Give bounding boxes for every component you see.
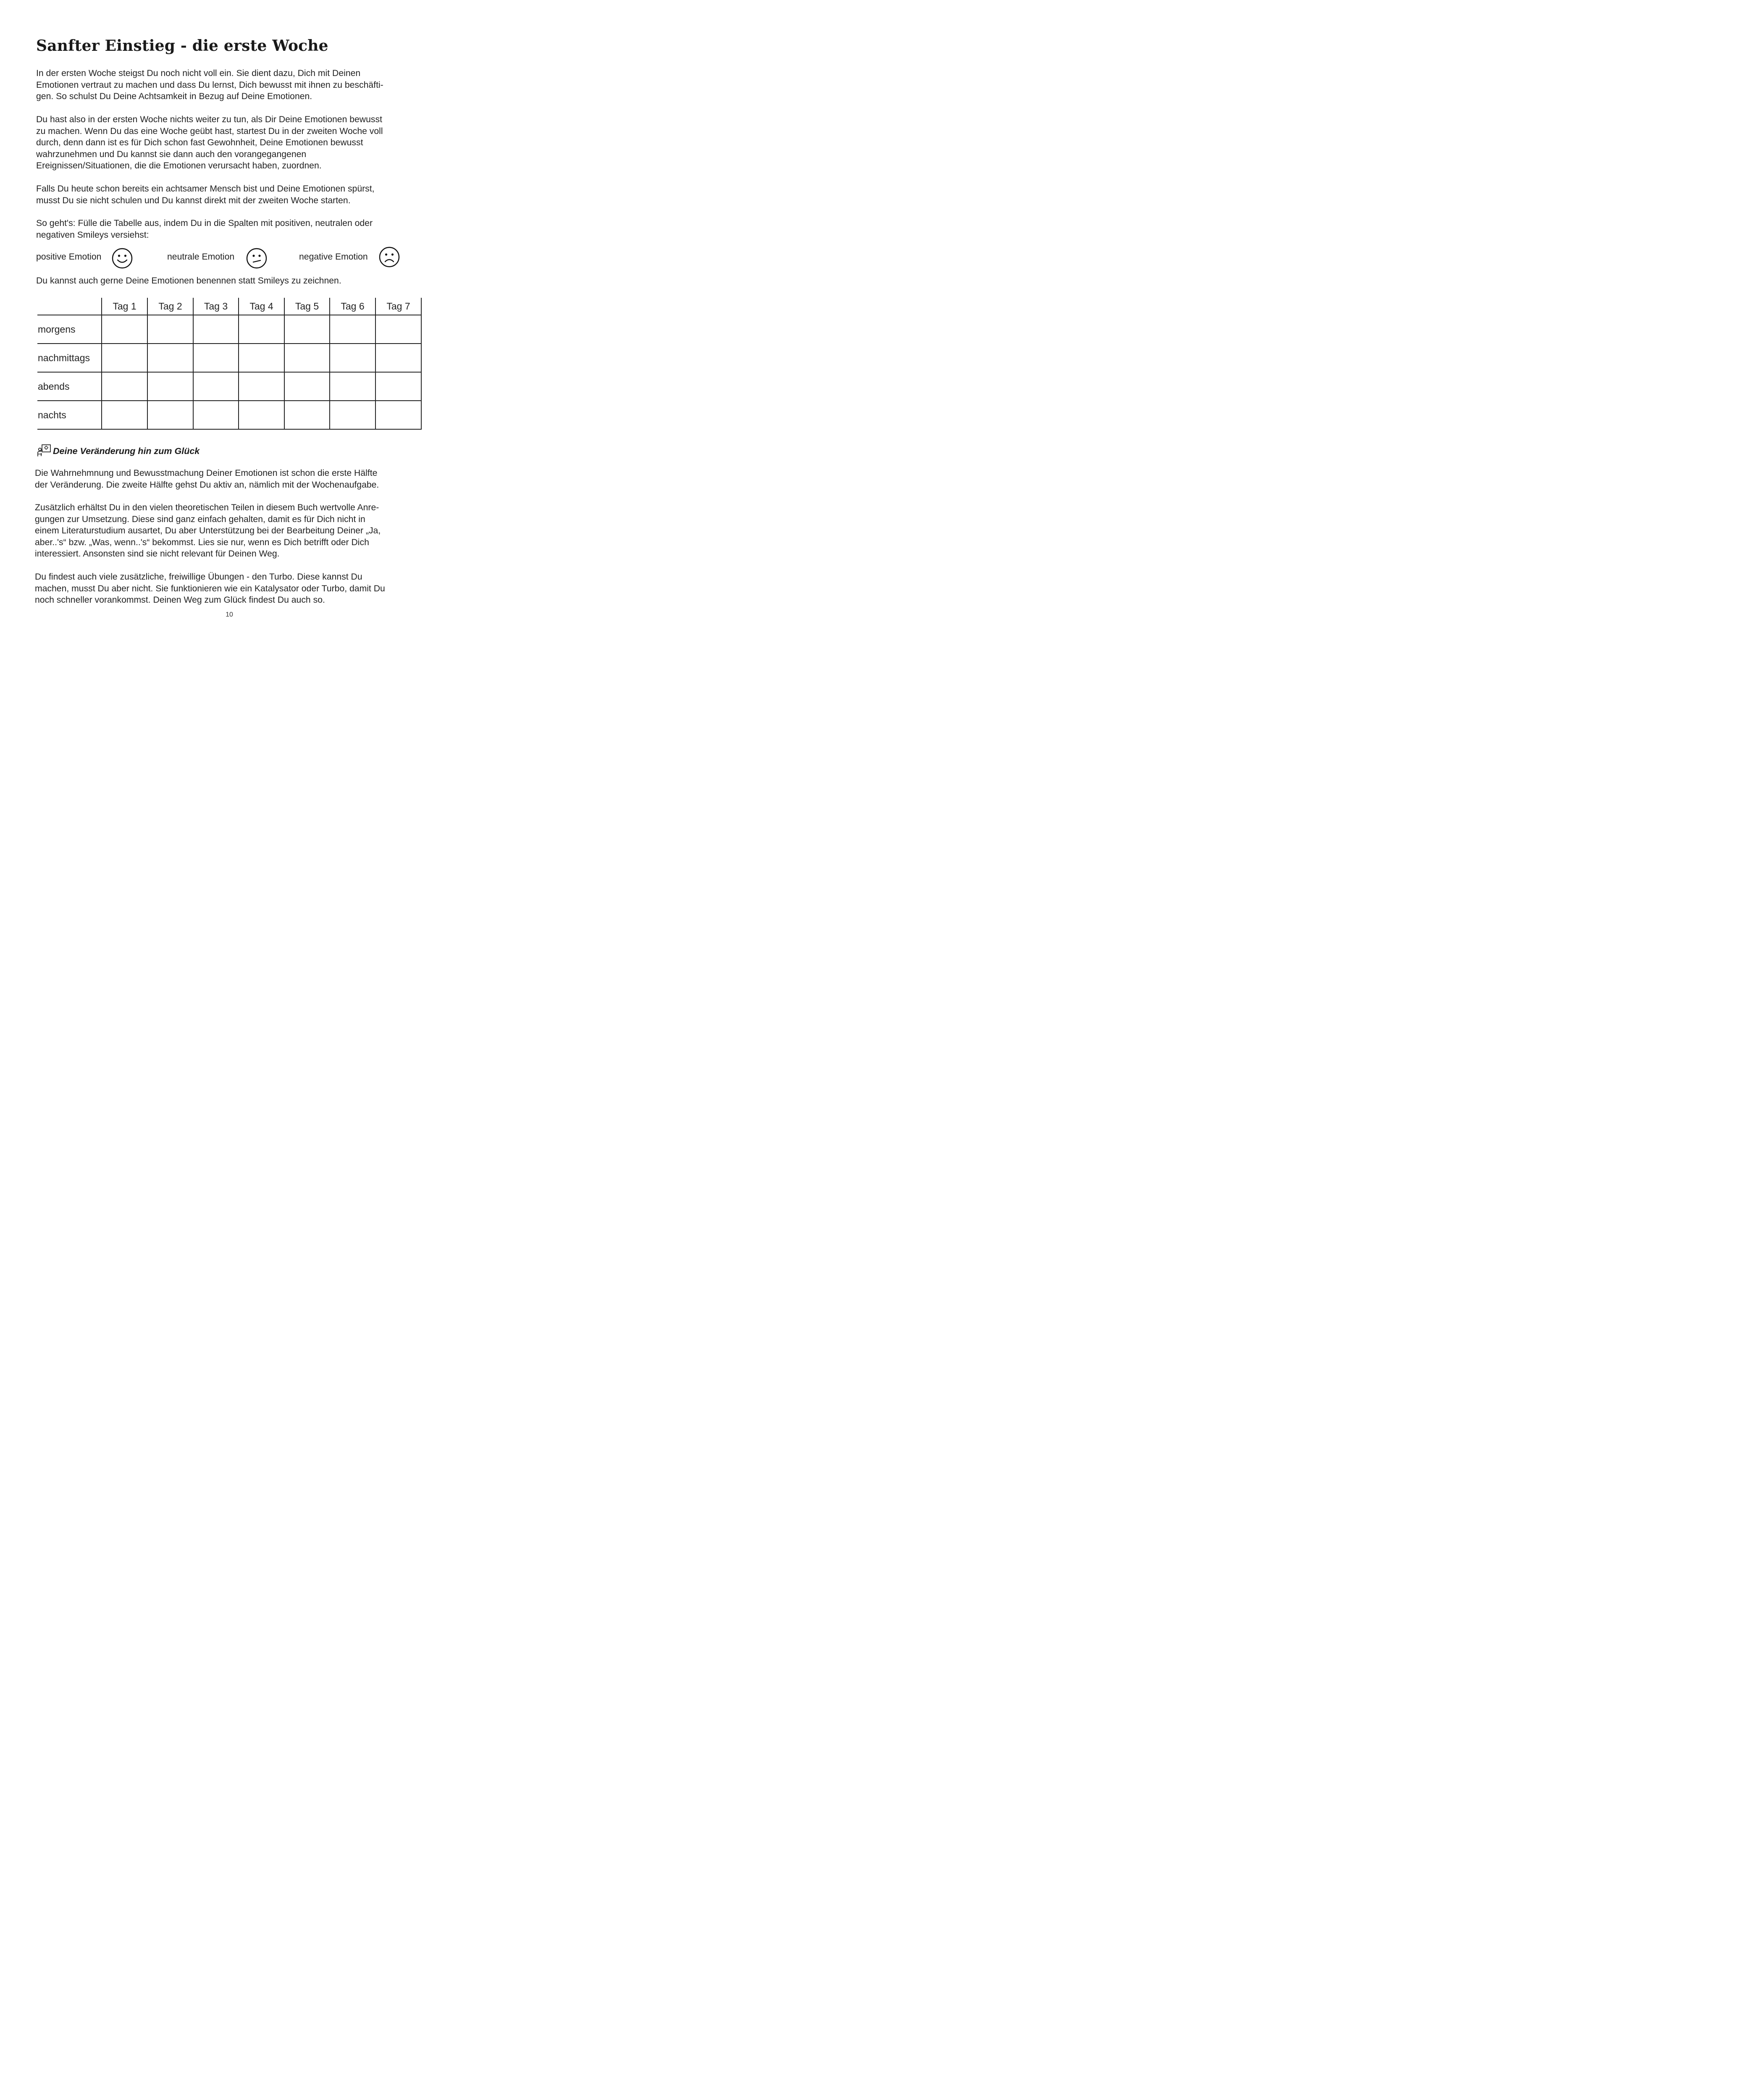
text-line: gungen zur Umsetzung. Diese sind ganz einfach gehalten, damit es für Dich nicht in bbox=[35, 514, 365, 524]
column-header: Tag 4 bbox=[239, 298, 284, 315]
table-row bbox=[37, 401, 421, 429]
table-cell[interactable] bbox=[102, 372, 147, 401]
text-line: noch schneller vorankommst. Deinen Weg zum Glück findest Du auch so. bbox=[35, 595, 325, 605]
text-line: Zusätzlich erhältst Du in den vielen theoretischen Teilen in diesem Buch wertvolle Anre- bbox=[35, 503, 379, 512]
table-cell[interactable] bbox=[239, 401, 284, 429]
sad-face-icon bbox=[379, 247, 400, 268]
section-heading-text: Deine Veränderung hin zum Glück bbox=[53, 446, 200, 456]
text-line: Du findest auch viele zusätzliche, freiwillige Übungen - den Turbo. Diese kannst Du bbox=[35, 572, 362, 582]
page-number: 10 bbox=[226, 611, 233, 618]
table-cell[interactable] bbox=[330, 372, 375, 401]
column-header: Tag 5 bbox=[284, 298, 330, 315]
text-line: interessiert. Ansonsten sind sie nicht relevant für Deinen Weg. bbox=[35, 549, 280, 559]
text-line: wahrzunehmen und Du kannst sie dann auch den vorangegangenen bbox=[36, 149, 307, 159]
text-line: Die Wahrnehmnung und Bewusstmachung Deiner Emotionen ist schon die erste Hälfte bbox=[35, 468, 378, 478]
table-cell[interactable] bbox=[193, 401, 239, 429]
text-line: Du kannst auch gerne Deine Emotionen benennen statt Smileys zu zeichnen. bbox=[36, 276, 341, 286]
text-line: Emotionen vertraut zu machen und dass Du lernst, Dich bewusst mit ihnen zu beschäfti- bbox=[36, 80, 383, 90]
table-cell[interactable] bbox=[102, 401, 147, 429]
table-cell[interactable] bbox=[330, 401, 375, 429]
instructions-paragraph bbox=[36, 218, 373, 241]
text-line: In der ersten Woche steigst Du noch nicht voll ein. Sie dient dazu, Dich mit Deinen bbox=[36, 68, 361, 78]
change-section-heading bbox=[37, 444, 200, 459]
page-title: Sanfter Einstieg - die erste Woche bbox=[36, 37, 328, 55]
text-line: negativen Smileys versiehst: bbox=[36, 230, 149, 240]
table-cell[interactable] bbox=[375, 315, 421, 344]
text-line: machen, musst Du aber nicht. Sie funktionieren wie ein Katalysator oder Turbo, damit Du bbox=[35, 583, 385, 593]
text-line: gen. So schulst Du Deine Achtsamkeit in Bezug auf Deine Emotionen. bbox=[36, 92, 312, 101]
column-header: Tag 3 bbox=[193, 298, 239, 315]
table-cell[interactable] bbox=[102, 344, 147, 372]
table-row bbox=[37, 344, 421, 372]
text-line: einem Literaturstudium ausartet, Du aber Unterstützung bei der Bearbeitung Deiner „Ja, bbox=[35, 526, 381, 536]
table-cell[interactable] bbox=[239, 344, 284, 372]
text-line: Du hast also in der ersten Woche nichts weiter zu tun, als Dir Deine Emotionen bewusst bbox=[36, 115, 382, 124]
column-header: Tag 2 bbox=[147, 298, 193, 315]
happy-face-icon bbox=[112, 248, 133, 269]
table-cell[interactable] bbox=[375, 344, 421, 372]
negative-emotion-label: negative Emotion bbox=[299, 252, 368, 262]
table-cell[interactable] bbox=[284, 344, 330, 372]
table-cell[interactable] bbox=[375, 401, 421, 429]
text-line: Ereignissen/Situationen, die die Emotionen verursacht haben, zuordnen. bbox=[36, 161, 322, 171]
table-cell[interactable] bbox=[284, 372, 330, 401]
text-line: zu machen. Wenn Du das eine Woche geübt hast, startest Du in der zweiten Woche voll bbox=[36, 126, 383, 136]
change-paragraph-1 bbox=[35, 467, 379, 491]
table-cell[interactable] bbox=[330, 344, 375, 372]
text-line: durch, denn dann ist es für Dich schon fast Gewohnheit, Deine Emotionen bewusst bbox=[36, 138, 363, 147]
table-cell[interactable] bbox=[147, 315, 193, 344]
row-label: nachmittags bbox=[37, 344, 102, 372]
table-cell[interactable] bbox=[147, 372, 193, 401]
table-row bbox=[37, 372, 421, 401]
table-cell[interactable] bbox=[284, 315, 330, 344]
intro-paragraph-1 bbox=[36, 68, 383, 102]
row-label: nachts bbox=[37, 401, 102, 429]
column-header: Tag 6 bbox=[330, 298, 375, 315]
text-line: der Veränderung. Die zweite Hälfte gehst Du aktiv an, nämlich mit der Wochenaufgabe. bbox=[35, 480, 379, 490]
neutral-face-icon bbox=[246, 248, 267, 269]
emotion-tracking-table bbox=[37, 298, 422, 430]
hint-text bbox=[36, 275, 341, 287]
table-cell[interactable] bbox=[330, 315, 375, 344]
table-corner-cell bbox=[37, 298, 102, 315]
change-paragraph-2 bbox=[35, 502, 381, 560]
text-line: musst Du sie nicht schulen und Du kannst direkt mit der zweiten Woche starten. bbox=[36, 195, 351, 205]
table-cell[interactable] bbox=[193, 372, 239, 401]
table-cell[interactable] bbox=[193, 344, 239, 372]
text-line: aber..'s“ bzw. „Was, wenn..'s“ bekommst. Lies sie nur, wenn es Dich betrifft oder Dich bbox=[35, 537, 369, 547]
presenter-idea-icon bbox=[37, 444, 51, 459]
table-cell[interactable] bbox=[193, 315, 239, 344]
text-line: So geht's: Fülle die Tabelle aus, indem Du in die Spalten mit positiven, neutralen oder bbox=[36, 218, 373, 228]
table-cell[interactable] bbox=[102, 315, 147, 344]
book-page bbox=[0, 0, 462, 654]
intro-paragraph-2 bbox=[36, 114, 383, 172]
text-line: Falls Du heute schon bereits ein achtsamer Mensch bist und Deine Emotionen spürst, bbox=[36, 184, 375, 194]
table-cell[interactable] bbox=[239, 372, 284, 401]
positive-emotion-label: positive Emotion bbox=[36, 252, 102, 262]
table-header-row bbox=[37, 298, 421, 315]
table-cell[interactable] bbox=[147, 344, 193, 372]
table-cell[interactable] bbox=[239, 315, 284, 344]
column-header: Tag 1 bbox=[102, 298, 147, 315]
change-paragraph-3 bbox=[35, 571, 385, 606]
table-cell[interactable] bbox=[284, 401, 330, 429]
intro-paragraph-3 bbox=[36, 183, 375, 206]
row-label: morgens bbox=[37, 315, 102, 344]
table-cell[interactable] bbox=[147, 401, 193, 429]
table-row bbox=[37, 315, 421, 344]
column-header: Tag 7 bbox=[375, 298, 421, 315]
row-label: abends bbox=[37, 372, 102, 401]
neutral-emotion-label: neutrale Emotion bbox=[167, 252, 235, 262]
table-cell[interactable] bbox=[375, 372, 421, 401]
